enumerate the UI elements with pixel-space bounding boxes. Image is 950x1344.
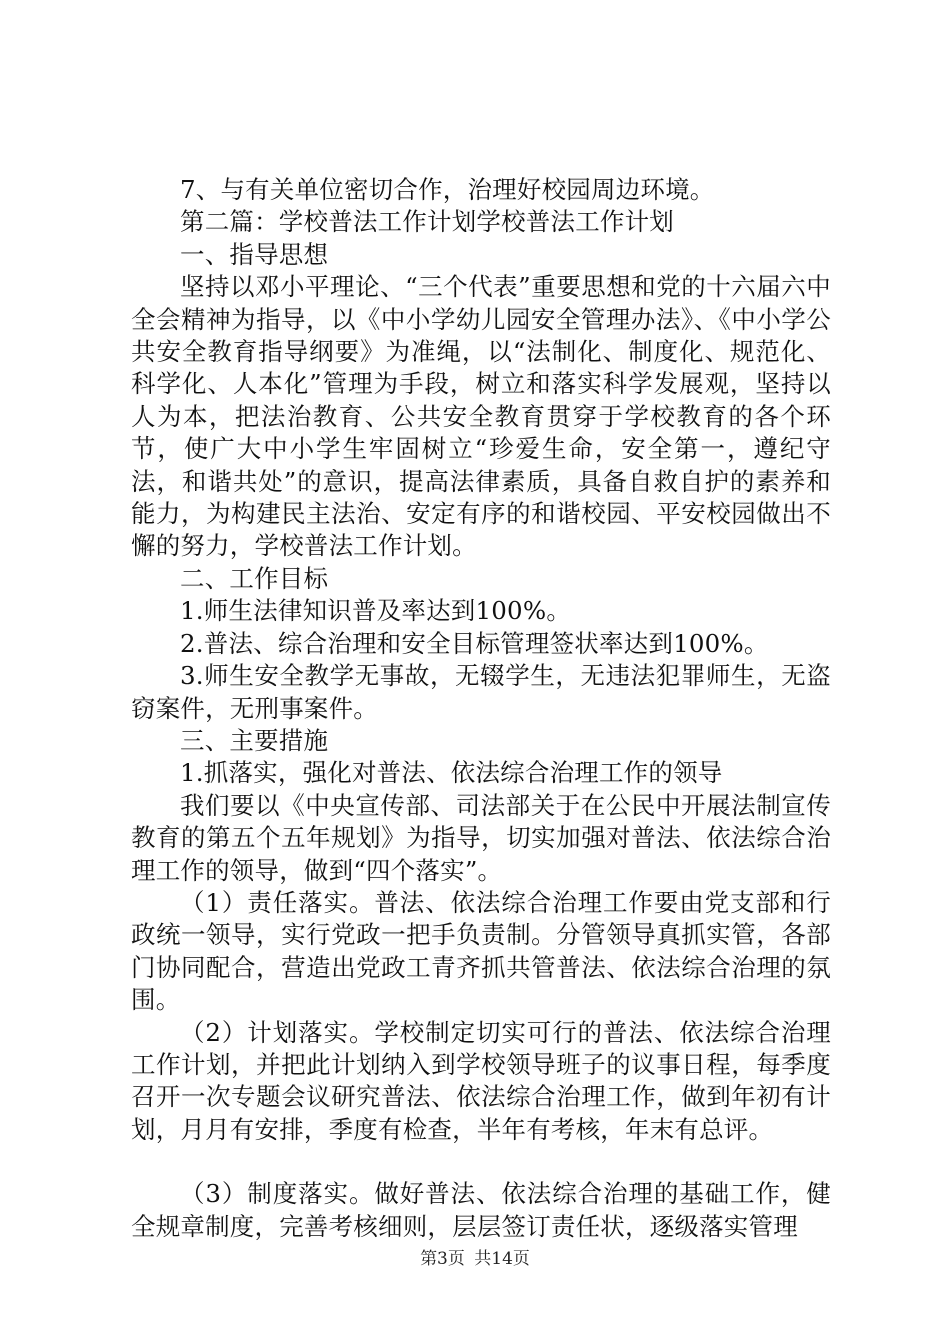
paragraph-system: （3）制度落实。做好普法、依法综合治理的基础工作，健全规章制度，完善考核细则，层层签订责任状，逐级落实管理 (131, 1179, 831, 1241)
document-body (131, 174, 831, 1243)
section-heading-guiding-thought: 一、指导思想 (180, 239, 329, 269)
paragraph-guiding-thought: 坚持以邓小平理论、“三个代表”重要思想和党的十六届六中全会精神为指导，以《中小学幼儿园安全管理办法》、《中小学公共安全教育指导纲要》为准绳，以“法制化、制度化、规范化、科学化、人本化”管理为手段，树立和落实科学发展观，坚持以人为本，把法治教育、公共安全教育贯穿于学校教育的各个环节，使广大中小学生牢固树立“珍爱生命，安全第一，遵纪守法，和谐共处”的意识，提高法律素质，具备自救自护的素养和能力，为构建民主法治、安定有序的和谐校园、平安校园做出不懈的努力，学校普法工作计划。 (131, 272, 831, 561)
paragraph-item-7: 7、与有关单位密切合作，治理好校园周边环境。 (180, 175, 715, 204)
paragraph-measure-intro: 我们要以《中央宣传部、司法部关于在公民中开展法制宣传教育的第五个五年规划》为指导，切实加强对普法、依法综合治理工作的领导，做到“四个落实”。 (131, 790, 831, 885)
measure-heading-1: 1.抓落实，强化对普法、依法综合治理工作的领导 (180, 758, 723, 788)
section-heading-work-goals: 二、工作目标 (180, 563, 329, 593)
paragraph-plan: （2）计划落实。学校制定切实可行的普法、依法综合治理工作计划，并把此计划纳入到学校领导班子的议事日程，每季度召开一次专题会议研究普法、依法综合治理工作，做到年初有计划，月月有安排，季度有检查，半年有考核，年末有总评。 (131, 1017, 831, 1144)
paragraph-responsibility: （1）责任落实。普法、依法综合治理工作要由党支部和行政统一领导，实行党政一把手负责制。分管领导真抓实管，各部门协同配合，营造出党政工青齐抓共管普法、依法综合治理的氛围。 (131, 887, 831, 1015)
goal-item-3: 3.师生安全教学无事故，无辍学生，无违法犯罪师生，无盗窃案件，无刑事案件。 (131, 661, 831, 723)
chapter-two-title: 第二篇：学校普法工作计划学校普法工作计划 (180, 207, 674, 237)
goal-item-1: 1.师生法律知识普及率达到100%。 (180, 596, 572, 626)
page-footer (0, 1244, 950, 1269)
section-heading-main-measures: 三、主要措施 (180, 725, 329, 755)
goal-item-2: 2.普法、综合治理和安全目标管理签状率达到100%。 (180, 628, 769, 658)
page-number: 第3页 (420, 1249, 465, 1269)
page-total: 共14页 (474, 1249, 530, 1269)
